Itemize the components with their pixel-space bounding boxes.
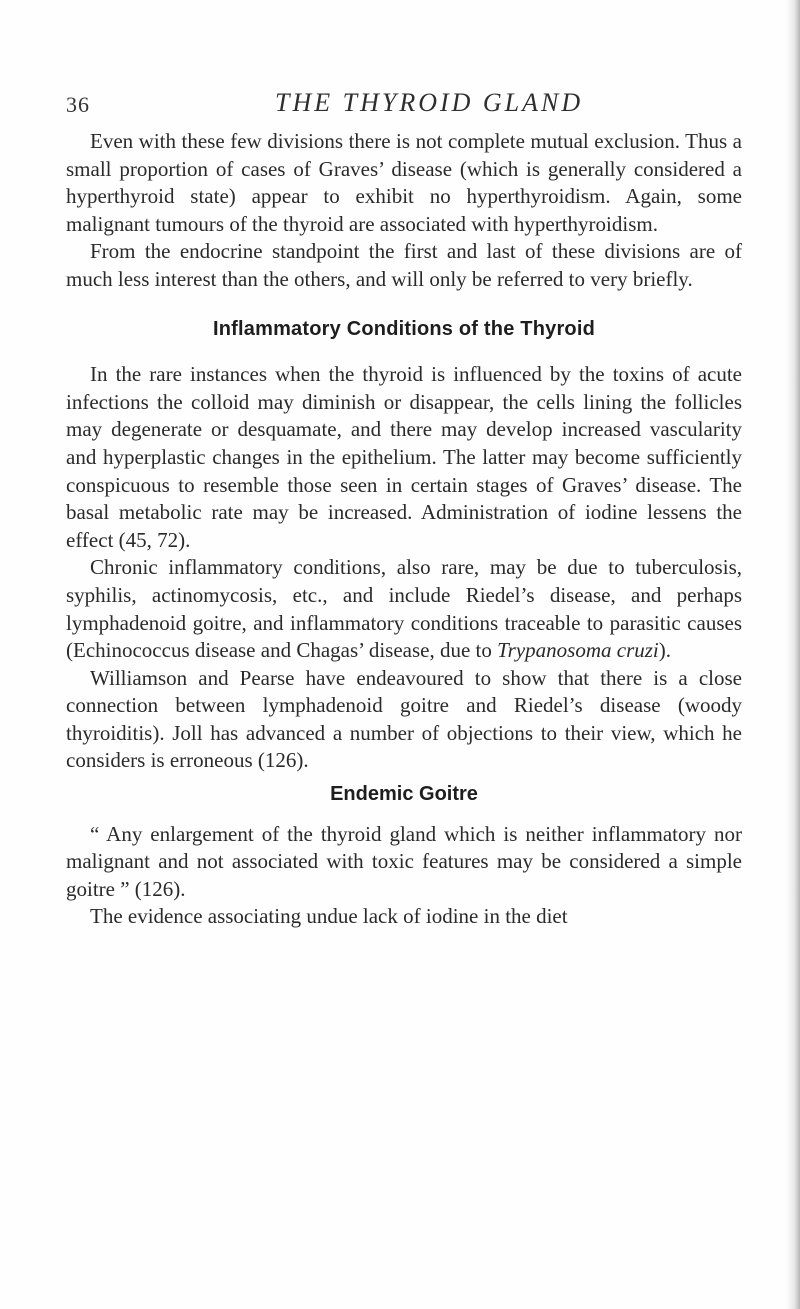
chronic-text-end: ). — [658, 638, 671, 663]
section-heading-endemic-goitre: Endemic Goitre — [330, 783, 478, 806]
paragraph-iodine-evidence: The evidence associating undue lack of iodine in the diet — [90, 904, 568, 929]
page-number: 36 — [66, 92, 90, 117]
paragraph-williamson-pearse: Williamson and Pearse have endeavoured to show that there is a close connection between lymphadenoid goitre and Riedel’s disease (woody thyroiditis). Joll has advanced a number of objections to their view, which he considers is erroneous (126). — [66, 665, 742, 773]
paragraph-endocrine-standpoint: From the endocrine standpoint the first and last of these divisions are of much less interest than the others, and will only be referred to very briefly. — [66, 239, 742, 291]
paragraph-divisions-exclusion: Even with these few divisions there is not complete mutual exclusion. Thus a small proportion of cases of Graves’ disease (which is generally considered a hyperthyroid state) appear to exhibit no hyperthyroidism. Again, some malignant tumours of the thyroid are associated with hyperthyroidism. — [66, 129, 742, 236]
chronic-text-start: Chronic inflammatory conditions, also rare, may be due to tuberculosis, syphilis, actinomycosis, etc., and include Riedel’s disease, and perhaps lymphadenoid goitre, and inflammatory conditions traceable to parasitic causes (Echinococcus disease and Chagas’ disease, due to — [66, 555, 742, 663]
page-edge-shadow — [786, 0, 800, 1309]
page-body — [66, 128, 742, 931]
paragraph-acute-infections: In the rare instances when the thyroid is influenced by the toxins of acute infections the colloid may diminish or disappear, the cells lining the follicles may degenerate or desquamate, and there may develop increased vascularity and hyperplastic changes in the epithelium. The latter may become sufficiently conspicuous to resemble those seen in certain stages of Graves’ disease. The basal metabolic rate may be increased. Administration of iodine lessens the effect (45, 72). — [66, 362, 742, 552]
paragraph-simple-goitre-quote: “ Any enlargement of the thyroid gland which is neither inflammatory nor malignant and not associated with toxic features may be considered a simple goitre ” (126). — [66, 821, 742, 901]
paragraph-chronic-inflammatory — [66, 554, 742, 664]
species-name-italic: Trypanosoma cruzi — [497, 638, 659, 663]
running-title: THE THYROID GLAND — [275, 88, 584, 117]
section-heading-inflammatory: Inflammatory Conditions of the Thyroid — [212, 317, 596, 340]
